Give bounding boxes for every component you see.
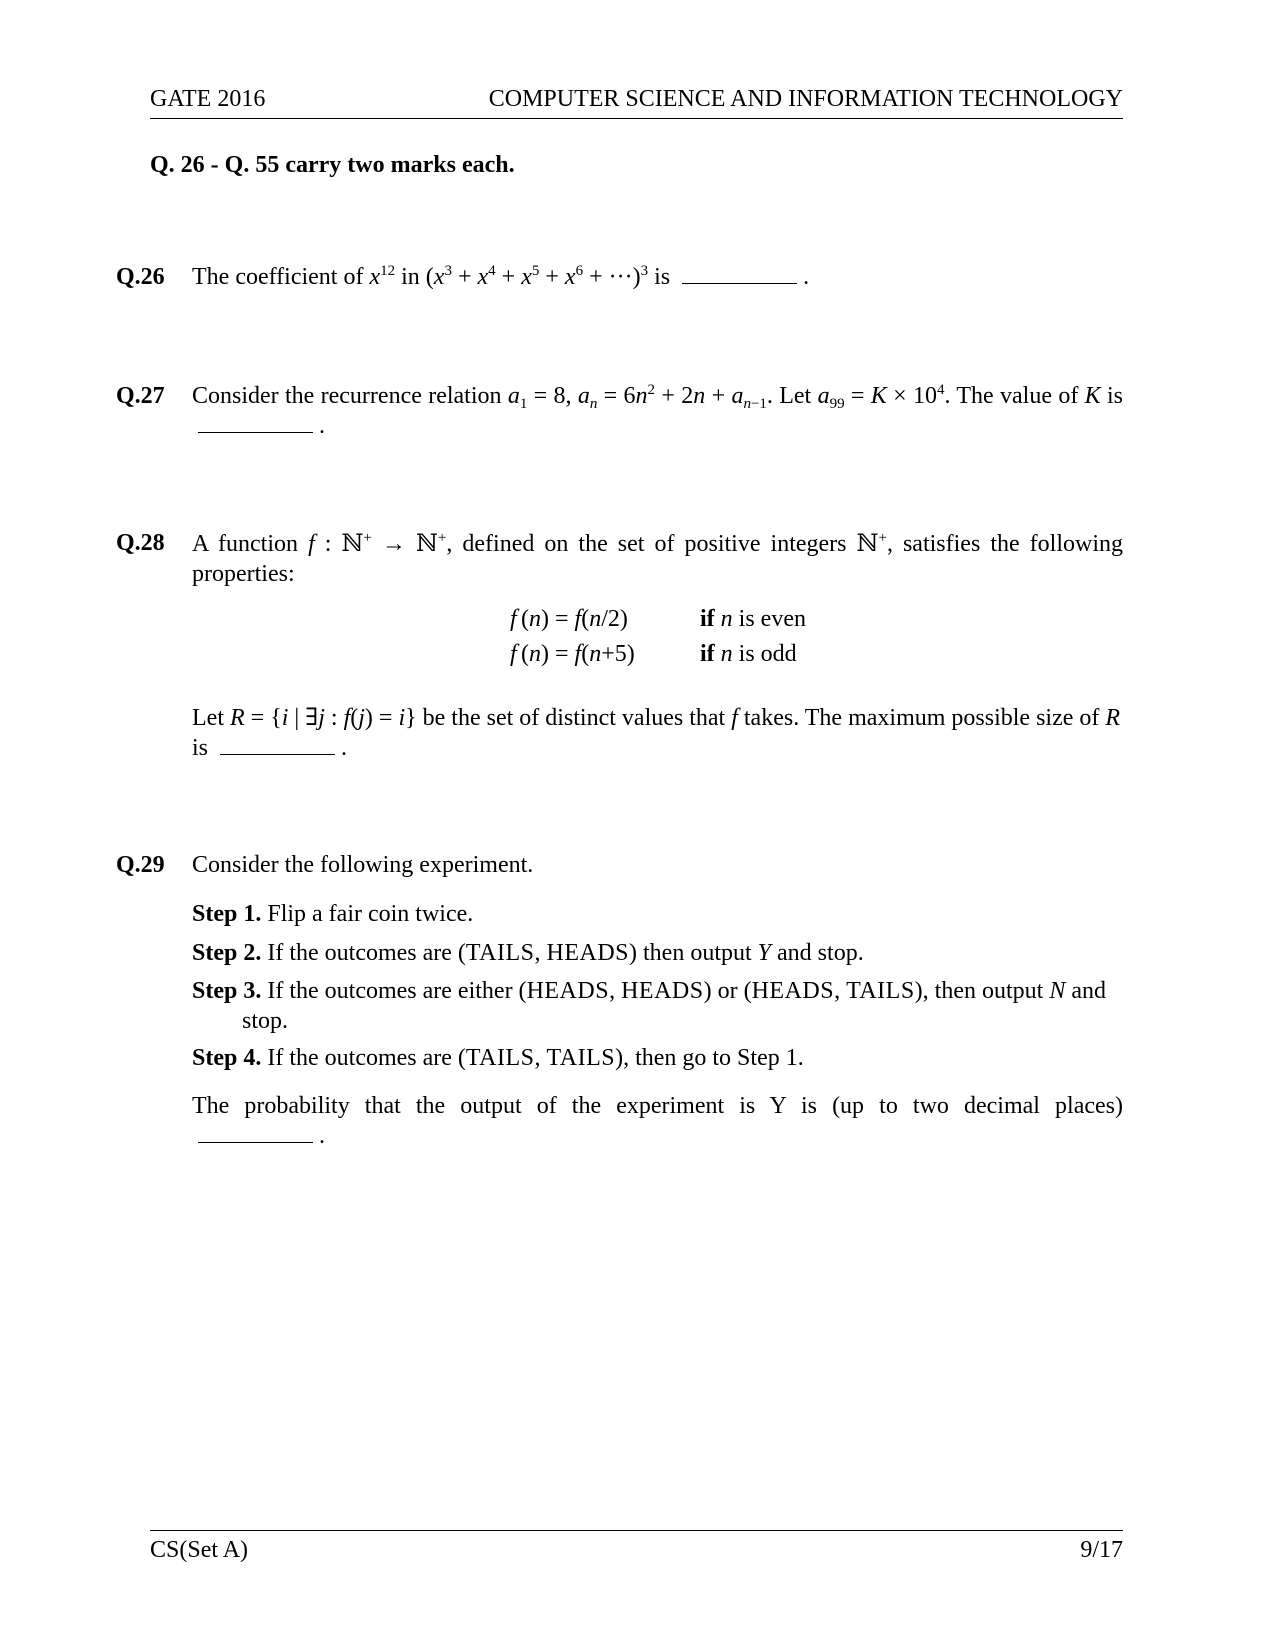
question-number: Q.27	[116, 383, 165, 409]
answer-blank	[220, 734, 335, 755]
piecewise-definition	[510, 606, 830, 676]
question-29-closing: The probability that the output of the experiment is Y is (up to two decimal places)	[192, 1093, 1123, 1119]
question-text: Consider the following experiment.	[192, 852, 534, 878]
answer-blank	[198, 1122, 313, 1143]
header-subject: COMPUTER SCIENCE AND INFORMATION TECHNOLOGY	[488, 86, 1123, 112]
question-text: The coefficient of $x^{12}$ in $(x^3 + x^4 + x^5 + x^6 + \cdot\cdot\cdot)^3$ is .	[192, 263, 810, 290]
step-1	[192, 899, 1123, 929]
step-text: Flip a fair coin twice.	[267, 901, 474, 927]
step-label: Step 3.	[192, 978, 262, 1004]
step-label: Step 1.	[192, 901, 262, 927]
question-number: Q.26	[116, 264, 165, 290]
step-label: Step 4.	[192, 1045, 262, 1071]
step-3: Step 3. If the outcomes are either (HEADS, HEADS) or (HEADS, TAILS), then output N and stop.	[192, 978, 1106, 1034]
section-title: Q. 26 - Q. 55 carry two marks each.	[150, 152, 515, 178]
question-number: Q.29	[116, 852, 165, 878]
page-header	[150, 86, 1123, 119]
question-28-continuation: Let R = {i | ∃j : f(j) = i} be the set of distinct values that f takes. The maximum possible size of R is .	[192, 705, 1121, 761]
answer-blank	[198, 412, 313, 433]
page-footer	[150, 1530, 1123, 1563]
question-text: A function f : ℕ+ → ℕ+, defined on the set of positive integers ℕ+, satisfies the following properties:	[192, 529, 1124, 587]
header-exam-name: GATE 2016	[150, 86, 266, 112]
case-even: f (n) = f(n/2) if n is even	[510, 606, 806, 632]
question-text: Consider the recurrence relation $a_1 = 8$, $a_n = 6n^2 + 2n + a_{n-1}$. Let $a_{99} = K \times 10^4$. The value of K is .	[192, 382, 1123, 439]
step-label: Step 2.	[192, 940, 262, 966]
question-29-answer-line: .	[192, 1121, 1123, 1151]
step-2: Step 2. If the outcomes are (TAILS, HEADS) then output Y and stop.	[192, 940, 864, 966]
question-number: Q.28	[116, 530, 165, 556]
step-4: Step 4. If the outcomes are (TAILS, TAILS), then go to Step 1.	[192, 1045, 804, 1071]
answer-blank	[682, 263, 797, 284]
page-number: 9/17	[1080, 1537, 1123, 1563]
footer-set: CS(Set A)	[150, 1537, 249, 1563]
case-odd: f (n) = f(n+5) if n is odd	[510, 641, 797, 667]
